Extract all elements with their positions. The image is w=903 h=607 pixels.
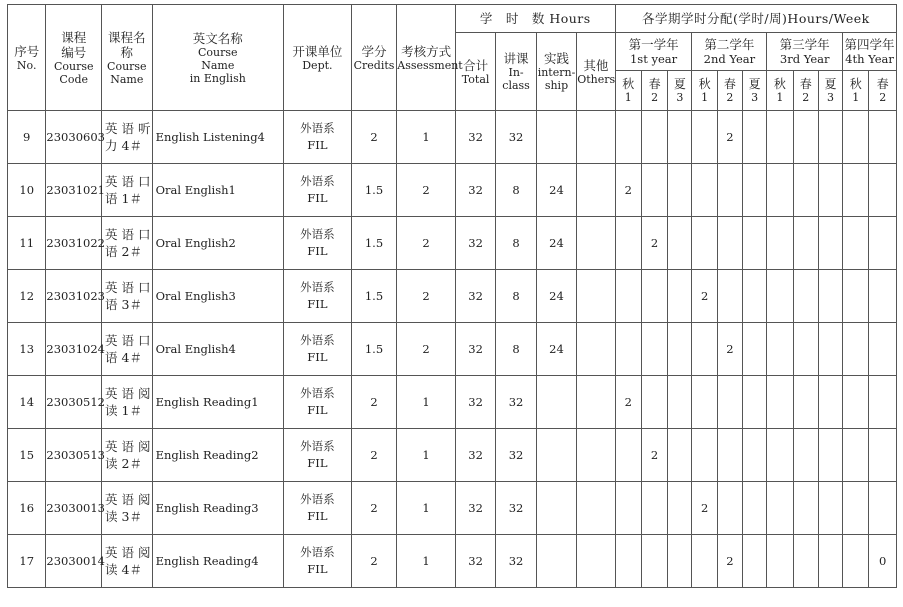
cell-sem-y3-summer <box>818 482 842 535</box>
cell-inclass: 32 <box>496 111 536 164</box>
cell-dept: 外语系 FIL <box>284 482 352 535</box>
cell-sem-y4-spring: 0 <box>869 535 897 588</box>
cell-sem-y3-spring <box>793 482 818 535</box>
cell-others <box>577 111 615 164</box>
cell-sem-y3-spring <box>793 270 818 323</box>
table-row <box>8 323 897 376</box>
cell-internship <box>536 429 576 482</box>
header-semester: 春 2 <box>869 71 897 111</box>
cell-sem-y1-spring <box>641 535 667 588</box>
cell-sem-y2-spring: 2 <box>717 323 742 376</box>
cell-sem-y4-spring <box>869 164 897 217</box>
cell-inclass: 32 <box>496 376 536 429</box>
cell-assessment: 2 <box>397 217 456 270</box>
header-no: 序号 No. <box>8 5 46 111</box>
cell-sem-y1-summer <box>668 164 692 217</box>
cell-sem-y1-summer <box>668 535 692 588</box>
cell-sem-y2-spring: 2 <box>717 535 742 588</box>
header-credits: 学分 Credits <box>351 5 397 111</box>
cell-inclass: 32 <box>496 429 536 482</box>
cell-total: 32 <box>455 376 495 429</box>
header-inclass: 讲课 In- class <box>496 33 536 111</box>
cell-sem-y4-autumn <box>843 323 869 376</box>
cell-sem-y4-spring <box>869 217 897 270</box>
cell-no: 12 <box>8 270 46 323</box>
table-body <box>8 111 897 588</box>
cell-sem-y3-summer <box>818 535 842 588</box>
header-internship: 实践 intern- ship <box>536 33 576 111</box>
cell-inclass: 32 <box>496 482 536 535</box>
cell-total: 32 <box>455 111 495 164</box>
table-row <box>8 217 897 270</box>
cell-no: 16 <box>8 482 46 535</box>
cell-credits: 1.5 <box>351 323 397 376</box>
cell-sem-y1-summer <box>668 111 692 164</box>
cell-sem-y3-spring <box>793 376 818 429</box>
cell-sem-y2-autumn <box>692 376 717 429</box>
cell-sem-y1-spring <box>641 376 667 429</box>
cell-sem-y4-spring <box>869 429 897 482</box>
cell-no: 13 <box>8 323 46 376</box>
header-course-name: 课程名称 Course Name <box>102 5 153 111</box>
cell-sem-y3-autumn <box>767 323 793 376</box>
cell-credits: 2 <box>351 376 397 429</box>
cell-credits: 1.5 <box>351 217 397 270</box>
cell-sem-y1-autumn <box>615 217 641 270</box>
cell-sem-y1-autumn: 2 <box>615 164 641 217</box>
cell-sem-y4-spring <box>869 270 897 323</box>
cell-sem-y1-autumn <box>615 429 641 482</box>
table-row <box>8 535 897 588</box>
table-row <box>8 482 897 535</box>
cell-sem-y2-autumn: 2 <box>692 270 717 323</box>
table-row <box>8 164 897 217</box>
cell-sem-y2-autumn <box>692 217 717 270</box>
header-year-4: 第四学年 4th Year <box>843 33 897 71</box>
cell-internship: 24 <box>536 164 576 217</box>
cell-internship <box>536 535 576 588</box>
cell-sem-y2-summer <box>743 323 767 376</box>
table-row <box>8 429 897 482</box>
cell-course-code: 23031023 <box>46 270 102 323</box>
header-semester: 夏 3 <box>668 71 692 111</box>
cell-total: 32 <box>455 429 495 482</box>
cell-sem-y4-autumn <box>843 164 869 217</box>
cell-english-name: English Listening4 <box>152 111 283 164</box>
header-total: 合计 Total <box>455 33 495 111</box>
cell-dept: 外语系 FIL <box>284 376 352 429</box>
cell-sem-y2-summer <box>743 217 767 270</box>
cell-dept: 外语系 FIL <box>284 270 352 323</box>
cell-credits: 2 <box>351 482 397 535</box>
cell-sem-y3-summer <box>818 323 842 376</box>
cell-total: 32 <box>455 323 495 376</box>
cell-english-name: English Reading1 <box>152 376 283 429</box>
cell-course-code: 23031021 <box>46 164 102 217</box>
cell-english-name: English Reading4 <box>152 535 283 588</box>
cell-credits: 1.5 <box>351 164 397 217</box>
cell-sem-y2-summer <box>743 111 767 164</box>
header-semester: 秋 1 <box>692 71 717 111</box>
cell-dept: 外语系 FIL <box>284 111 352 164</box>
cell-sem-y3-spring <box>793 164 818 217</box>
cell-course-code: 23030014 <box>46 535 102 588</box>
cell-internship: 24 <box>536 217 576 270</box>
cell-inclass: 8 <box>496 270 536 323</box>
cell-sem-y3-autumn <box>767 111 793 164</box>
table-row <box>8 111 897 164</box>
cell-sem-y3-spring <box>793 111 818 164</box>
cell-sem-y3-summer <box>818 111 842 164</box>
cell-english-name: Oral English2 <box>152 217 283 270</box>
cell-sem-y2-summer <box>743 429 767 482</box>
cell-sem-y4-autumn <box>843 111 869 164</box>
cell-sem-y1-spring: 2 <box>641 217 667 270</box>
cell-others <box>577 482 615 535</box>
cell-others <box>577 376 615 429</box>
cell-sem-y4-autumn <box>843 217 869 270</box>
cell-sem-y1-spring <box>641 111 667 164</box>
header-semester: 秋 1 <box>767 71 793 111</box>
cell-sem-y2-spring <box>717 482 742 535</box>
cell-sem-y2-autumn: 2 <box>692 482 717 535</box>
cell-assessment: 1 <box>397 111 456 164</box>
header-others: 其他 Others <box>577 33 615 111</box>
cell-sem-y3-spring <box>793 535 818 588</box>
cell-sem-y3-autumn <box>767 376 793 429</box>
cell-sem-y1-autumn <box>615 111 641 164</box>
cell-sem-y1-spring: 2 <box>641 429 667 482</box>
cell-sem-y1-summer <box>668 270 692 323</box>
cell-english-name: Oral English3 <box>152 270 283 323</box>
cell-sem-y4-spring <box>869 376 897 429</box>
cell-sem-y2-summer <box>743 376 767 429</box>
cell-sem-y2-autumn <box>692 111 717 164</box>
cell-others <box>577 535 615 588</box>
cell-sem-y4-spring <box>869 323 897 376</box>
curriculum-table <box>7 4 897 588</box>
header-semester: 夏 3 <box>818 71 842 111</box>
header-english-name: 英文名称 Course Name in English <box>152 5 283 111</box>
cell-assessment: 1 <box>397 535 456 588</box>
cell-internship: 24 <box>536 270 576 323</box>
cell-sem-y3-autumn <box>767 164 793 217</box>
cell-inclass: 8 <box>496 164 536 217</box>
cell-sem-y1-spring <box>641 270 667 323</box>
cell-sem-y3-autumn <box>767 482 793 535</box>
cell-sem-y2-spring <box>717 164 742 217</box>
cell-no: 17 <box>8 535 46 588</box>
cell-assessment: 1 <box>397 482 456 535</box>
cell-dept: 外语系 FIL <box>284 164 352 217</box>
cell-sem-y2-spring <box>717 217 742 270</box>
cell-sem-y1-autumn <box>615 535 641 588</box>
table-row <box>8 270 897 323</box>
cell-course-name: 英 语 阅 读 3＃ <box>102 482 153 535</box>
cell-sem-y1-summer <box>668 217 692 270</box>
cell-sem-y2-spring <box>717 429 742 482</box>
cell-english-name: English Reading2 <box>152 429 283 482</box>
cell-credits: 2 <box>351 535 397 588</box>
cell-internship <box>536 376 576 429</box>
cell-internship <box>536 482 576 535</box>
cell-sem-y4-spring <box>869 111 897 164</box>
cell-sem-y3-spring <box>793 217 818 270</box>
cell-sem-y2-summer <box>743 270 767 323</box>
cell-sem-y3-summer <box>818 270 842 323</box>
cell-course-code: 23031024 <box>46 323 102 376</box>
cell-sem-y2-autumn <box>692 535 717 588</box>
cell-dept: 外语系 FIL <box>284 323 352 376</box>
cell-sem-y2-autumn <box>692 323 717 376</box>
cell-course-code: 23030013 <box>46 482 102 535</box>
cell-sem-y4-autumn <box>843 429 869 482</box>
header-hours-group: 学 时 数 Hours <box>455 5 615 33</box>
cell-dept: 外语系 FIL <box>284 535 352 588</box>
cell-sem-y2-autumn <box>692 164 717 217</box>
table-row <box>8 376 897 429</box>
cell-sem-y1-summer <box>668 376 692 429</box>
cell-no: 11 <box>8 217 46 270</box>
cell-credits: 1.5 <box>351 270 397 323</box>
cell-others <box>577 270 615 323</box>
header-year-2: 第二学年 2nd Year <box>692 33 767 71</box>
cell-assessment: 1 <box>397 429 456 482</box>
cell-others <box>577 323 615 376</box>
cell-inclass: 8 <box>496 217 536 270</box>
cell-course-name: 英 语 阅 读 1＃ <box>102 376 153 429</box>
cell-total: 32 <box>455 217 495 270</box>
cell-assessment: 2 <box>397 164 456 217</box>
header-semester: 夏 3 <box>743 71 767 111</box>
cell-course-name: 英 语 口 语 2＃ <box>102 217 153 270</box>
cell-sem-y4-autumn <box>843 482 869 535</box>
cell-course-name: 英 语 口 语 3＃ <box>102 270 153 323</box>
cell-no: 15 <box>8 429 46 482</box>
header-year-1: 第一学年 1st year <box>615 33 692 71</box>
header-semester: 春 2 <box>793 71 818 111</box>
cell-inclass: 8 <box>496 323 536 376</box>
cell-sem-y2-summer <box>743 535 767 588</box>
cell-course-name: 英 语 口 语 1＃ <box>102 164 153 217</box>
cell-sem-y1-autumn <box>615 482 641 535</box>
cell-sem-y2-spring: 2 <box>717 111 742 164</box>
cell-sem-y3-autumn <box>767 217 793 270</box>
cell-sem-y4-autumn <box>843 270 869 323</box>
cell-sem-y4-autumn <box>843 535 869 588</box>
table-header <box>8 5 897 111</box>
cell-sem-y2-spring <box>717 270 742 323</box>
header-course-code: 课程 编号 Course Code <box>46 5 102 111</box>
cell-sem-y3-autumn <box>767 429 793 482</box>
cell-sem-y2-spring <box>717 376 742 429</box>
cell-total: 32 <box>455 270 495 323</box>
cell-sem-y2-summer <box>743 482 767 535</box>
cell-course-code: 23030512 <box>46 376 102 429</box>
cell-sem-y1-autumn <box>615 323 641 376</box>
cell-course-name: 英 语 听 力 4＃ <box>102 111 153 164</box>
header-semester: 春 2 <box>717 71 742 111</box>
cell-sem-y3-autumn <box>767 270 793 323</box>
cell-credits: 2 <box>351 429 397 482</box>
cell-sem-y2-summer <box>743 164 767 217</box>
cell-course-name: 英 语 阅 读 4＃ <box>102 535 153 588</box>
cell-no: 14 <box>8 376 46 429</box>
cell-english-name: Oral English4 <box>152 323 283 376</box>
cell-total: 32 <box>455 164 495 217</box>
cell-course-name: 英 语 阅 读 2＃ <box>102 429 153 482</box>
cell-sem-y3-summer <box>818 164 842 217</box>
cell-course-code: 23030513 <box>46 429 102 482</box>
cell-inclass: 32 <box>496 535 536 588</box>
header-semester: 秋 1 <box>615 71 641 111</box>
cell-sem-y3-autumn <box>767 535 793 588</box>
cell-sem-y1-summer <box>668 323 692 376</box>
cell-sem-y3-summer <box>818 429 842 482</box>
cell-sem-y1-spring <box>641 323 667 376</box>
cell-dept: 外语系 FIL <box>284 217 352 270</box>
cell-course-name: 英 语 口 语 4＃ <box>102 323 153 376</box>
cell-others <box>577 429 615 482</box>
cell-english-name: Oral English1 <box>152 164 283 217</box>
cell-others <box>577 164 615 217</box>
cell-credits: 2 <box>351 111 397 164</box>
header-semester-group: 各学期学时分配(学时/周)Hours/Week <box>615 5 896 33</box>
cell-sem-y1-autumn: 2 <box>615 376 641 429</box>
header-assessment: 考核方式 Assessment <box>397 5 456 111</box>
header-dept: 开课单位 Dept. <box>284 5 352 111</box>
cell-sem-y3-summer <box>818 376 842 429</box>
header-semester: 春 2 <box>641 71 667 111</box>
cell-sem-y4-autumn <box>843 376 869 429</box>
cell-no: 10 <box>8 164 46 217</box>
cell-assessment: 1 <box>397 376 456 429</box>
cell-course-code: 23031022 <box>46 217 102 270</box>
cell-sem-y3-summer <box>818 217 842 270</box>
cell-internship: 24 <box>536 323 576 376</box>
cell-sem-y3-spring <box>793 429 818 482</box>
cell-english-name: English Reading3 <box>152 482 283 535</box>
cell-assessment: 2 <box>397 323 456 376</box>
cell-sem-y1-summer <box>668 429 692 482</box>
cell-sem-y1-autumn <box>615 270 641 323</box>
cell-sem-y2-autumn <box>692 429 717 482</box>
cell-total: 32 <box>455 535 495 588</box>
cell-sem-y1-spring <box>641 164 667 217</box>
cell-no: 9 <box>8 111 46 164</box>
cell-sem-y1-spring <box>641 482 667 535</box>
cell-sem-y3-spring <box>793 323 818 376</box>
cell-course-code: 23030603 <box>46 111 102 164</box>
cell-total: 32 <box>455 482 495 535</box>
header-year-3: 第三学年 3rd Year <box>767 33 843 71</box>
cell-dept: 外语系 FIL <box>284 429 352 482</box>
cell-assessment: 2 <box>397 270 456 323</box>
cell-internship <box>536 111 576 164</box>
cell-sem-y4-spring <box>869 482 897 535</box>
header-semester: 秋 1 <box>843 71 869 111</box>
cell-sem-y1-summer <box>668 482 692 535</box>
cell-others <box>577 217 615 270</box>
